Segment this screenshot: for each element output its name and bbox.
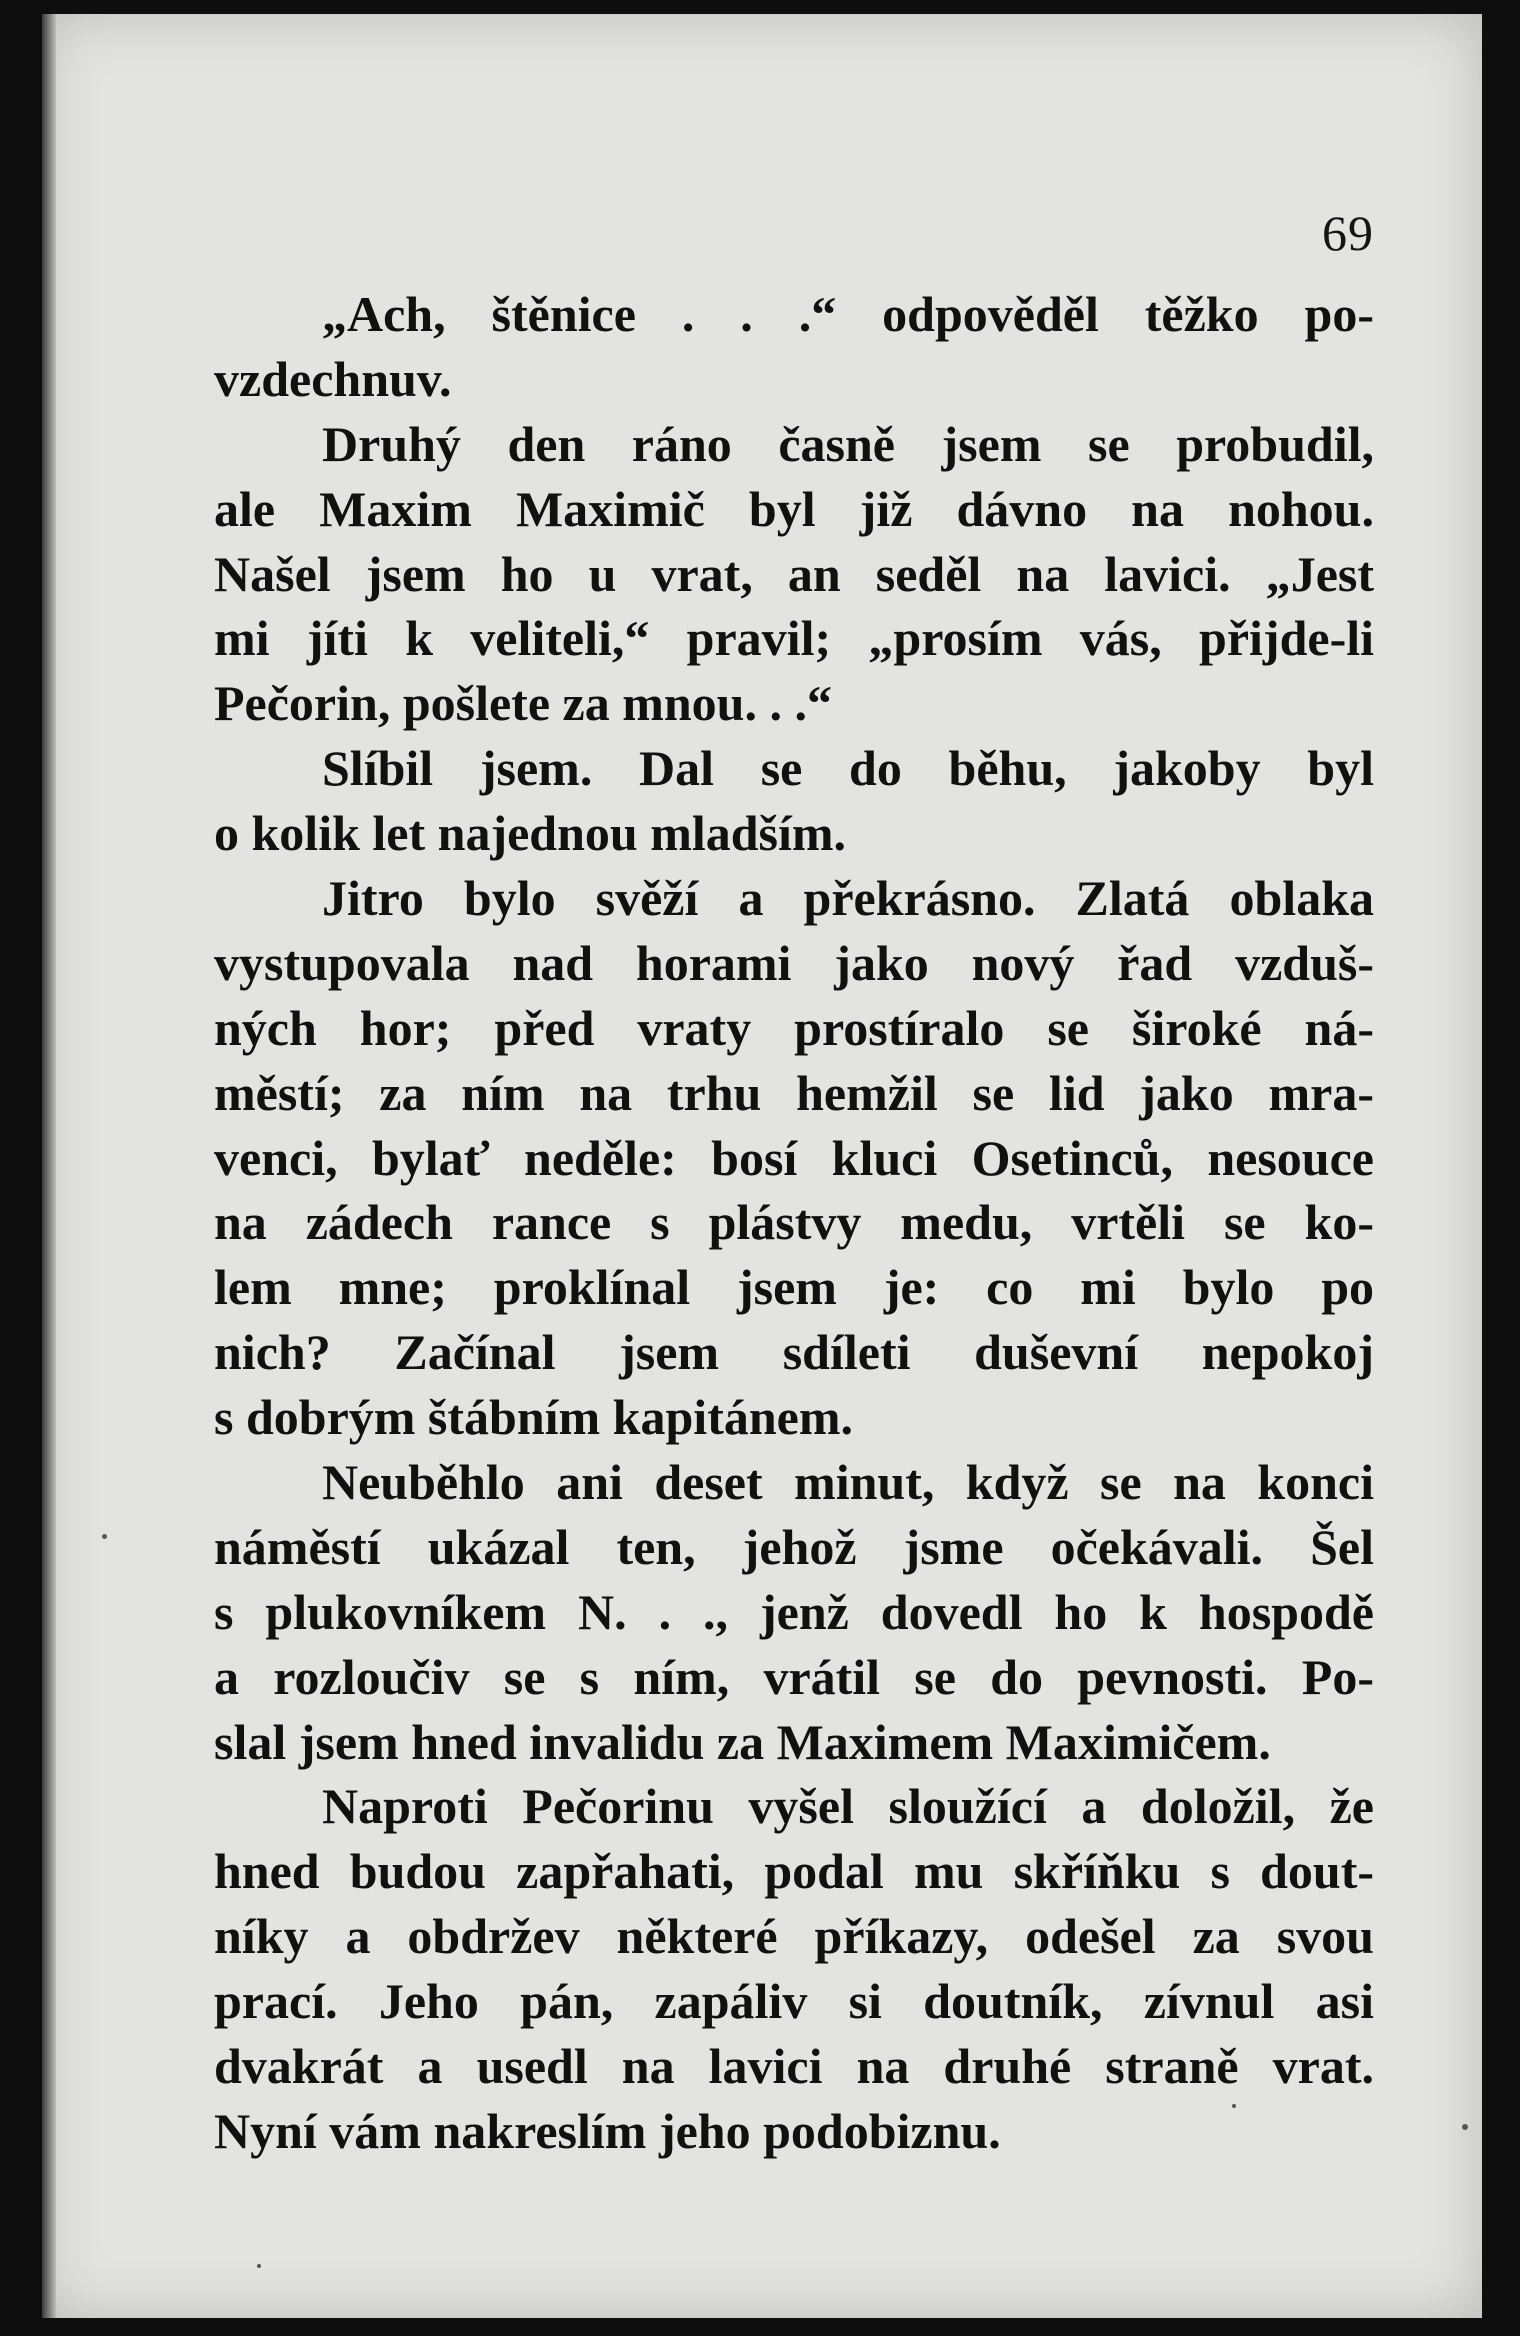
text-line: níky a obdržev některé příkazy, odešel za svou bbox=[214, 1908, 1374, 1965]
text-line: Pečorin, pošlete za mnou. . .“ bbox=[214, 675, 832, 732]
text-line: a rozloučiv se s ním, vrátil se do pevnosti. Po- bbox=[214, 1648, 1374, 1705]
text-line: na zádech rance s plástvy medu, vrtěli se ko- bbox=[214, 1194, 1374, 1251]
text-line: slal jsem hned invalidu za Maximem Maximičem. bbox=[214, 1713, 1271, 1770]
book-page bbox=[42, 14, 1482, 2318]
text-line: prací. Jeho pán, zapáliv si doutník, zívnul asi bbox=[214, 1973, 1374, 2030]
text-line: lem mne; proklínal jsem je: co mi bylo po bbox=[214, 1259, 1374, 1316]
text-line: městí; za ním na trhu hemžil se lid jako mra- bbox=[214, 1064, 1374, 1121]
text-line: Neuběhlo ani deset minut, když se na konci bbox=[322, 1454, 1374, 1511]
paper-speck bbox=[257, 2264, 261, 2268]
page-number: 69 bbox=[1322, 205, 1374, 261]
paper-speck bbox=[1232, 2104, 1236, 2108]
text-line: Nyní vám nakreslím jeho podobiznu. bbox=[214, 2102, 1001, 2159]
text-line: s dobrým štábním kapitánem. bbox=[214, 1389, 853, 1446]
text-line: Naproti Pečorinu vyšel sloužící a doložil, že bbox=[322, 1778, 1374, 1835]
text-line: náměstí ukázal ten, jehož jsme očekávali. Šel bbox=[214, 1518, 1374, 1575]
text-line: nich? Začínal jsem sdíleti duševní nepokoj bbox=[214, 1324, 1374, 1381]
text-line: venci, bylať neděle: bosí kluci Osetinců, nesouce bbox=[214, 1129, 1374, 1186]
text-line: Jitro bylo svěží a překrásno. Zlatá oblaka bbox=[322, 870, 1374, 927]
text-line: hned budou zapřahati, podal mu skříňku s dout- bbox=[214, 1843, 1374, 1900]
text-line: Našel jsem ho u vrat, an seděl na lavici. „Jest bbox=[214, 545, 1374, 602]
text-line: ale Maxim Maximič byl již dávno na nohou. bbox=[214, 480, 1374, 537]
text-line: vzdechnuv. bbox=[214, 350, 452, 407]
text-line: mi jíti k veliteli,“ pravil; „prosím vás, přijde-li bbox=[214, 610, 1374, 667]
text-line: s plukovníkem N. . ., jenž dovedl ho k hospodě bbox=[214, 1583, 1374, 1640]
text-line: „Ach, štěnice . . .“ odpověděl těžko po- bbox=[322, 286, 1374, 342]
text-line: o kolik let najednou mladším. bbox=[214, 805, 847, 862]
text-line: Slíbil jsem. Dal se do běhu, jakoby byl bbox=[322, 740, 1374, 797]
text-line: dvakrát a usedl na lavici na druhé straně vrat. bbox=[214, 2038, 1374, 2095]
text-line: vystupovala nad horami jako nový řad vzduš- bbox=[214, 934, 1374, 991]
paper-speck bbox=[102, 1534, 107, 1539]
paper-speck bbox=[1462, 2124, 1468, 2130]
body-text bbox=[214, 282, 1374, 2164]
text-line: ných hor; před vraty prostíralo se široké ná- bbox=[214, 999, 1374, 1056]
text-line: Druhý den ráno časně jsem se probudil, bbox=[322, 415, 1374, 472]
